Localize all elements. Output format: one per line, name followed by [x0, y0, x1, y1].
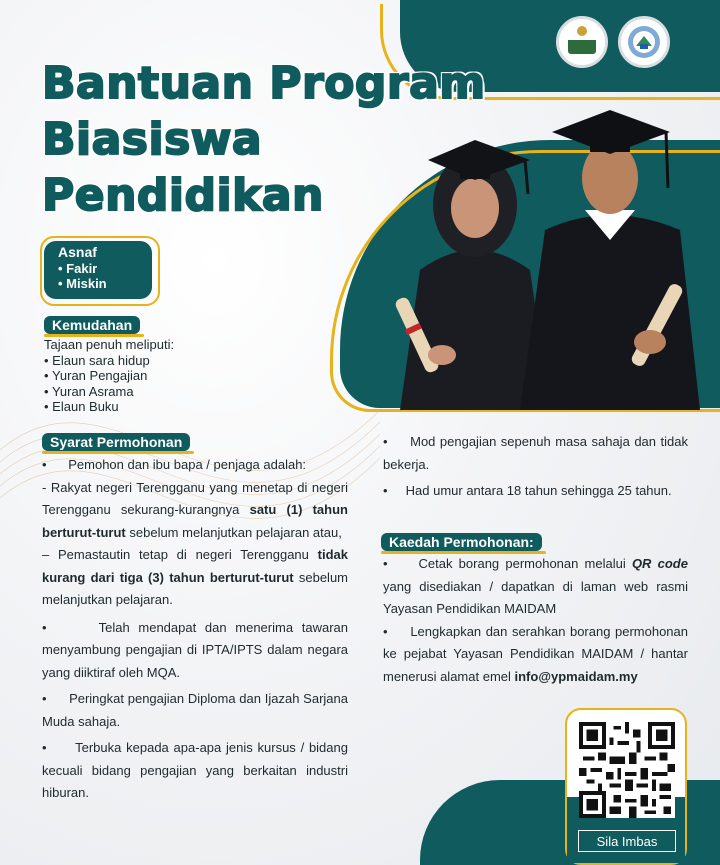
syarat-item: • Had umur antara 18 tahun sehingga 25 tahun.	[383, 483, 672, 498]
yayasan-pendidikan-maidam-logo	[618, 16, 670, 68]
asnaf-item: • Miskin	[58, 276, 152, 291]
syarat-column-right	[383, 431, 688, 503]
asnaf-heading: Asnaf	[58, 244, 97, 260]
title-line-3: Pendidikan	[42, 170, 324, 221]
kemudahan-item: • Yuran Asrama	[44, 384, 174, 400]
kaedah-heading: Kaedah Permohonan:	[381, 533, 542, 551]
qr-code[interactable]	[579, 722, 675, 818]
kemudahan-list	[44, 337, 174, 415]
logo-group	[556, 16, 670, 68]
syarat-item: • Peringkat pengajian Diploma dan Ijazah Sarjana Muda sahaja.	[42, 691, 348, 729]
syarat-column-left	[42, 454, 348, 805]
email-link[interactable]: info@ypmaidam.my	[514, 668, 638, 684]
scan-label: Sila Imbas	[578, 830, 676, 852]
kemudahan-item: • Yuran Pengajian	[44, 368, 174, 384]
title-line-1: Bantuan Program	[42, 58, 486, 109]
title-line-2: Biasiswa	[42, 114, 263, 165]
syarat-subitem: – Pemastautin tetap di negeri Terengganu tidak kurang dari tiga (3) tahun berturut-turut sebelum melanjutkan pelajaran.	[42, 547, 349, 607]
syarat-heading: Syarat Permohonan	[42, 433, 190, 451]
kemudahan-intro: Tajaan penuh meliputi:	[44, 337, 175, 352]
asnaf-item: • Fakir	[58, 261, 152, 276]
male-graduate	[520, 110, 700, 410]
kaedah-column	[383, 553, 688, 688]
kaedah-item: • Lengkapkan dan serahkan borang permohonan ke pejabat Yayasan Pendidikan MAIDAM / hantar menerusi alamat emel info@ypmaidam.my	[383, 623, 688, 684]
graduates-photo	[380, 110, 720, 410]
syarat-item: • Terbuka kepada apa-apa jenis kursus / bidang kecuali bidang pengajian yang berkaitan industri hiburan.	[42, 740, 348, 800]
syarat-item: • Pemohon dan ibu bapa / penjaga adalah:	[42, 457, 307, 472]
kaedah-item: • Cetak borang permohonan melalui QR code yang disediakan / dapatkan di laman web rasmi Yayasan Pendidikan MAIDAM	[383, 556, 688, 616]
syarat-item: • Telah mendapat dan menerima tawaran menyambung pengajian di IPTA/IPTS dalam negara yang diiktiraf oleh MQA.	[42, 619, 348, 680]
kemudahan-item: • Elaun Buku	[44, 399, 174, 415]
syarat-item: • Mod pengajian sepenuh masa sahaja dan tidak bekerja.	[383, 434, 688, 472]
syarat-subitem: - Rakyat negeri Terengganu yang menetap di negeri Terengganu sekurang-kurangnya satu (1) tahun berturut-turut sebelum melanjutkan pelajaran atau,	[42, 479, 348, 540]
maidam-logo	[556, 16, 608, 68]
asnaf-box	[44, 241, 152, 299]
kemudahan-item: • Elaun sara hidup	[44, 353, 174, 369]
kemudahan-heading: Kemudahan	[44, 316, 140, 334]
